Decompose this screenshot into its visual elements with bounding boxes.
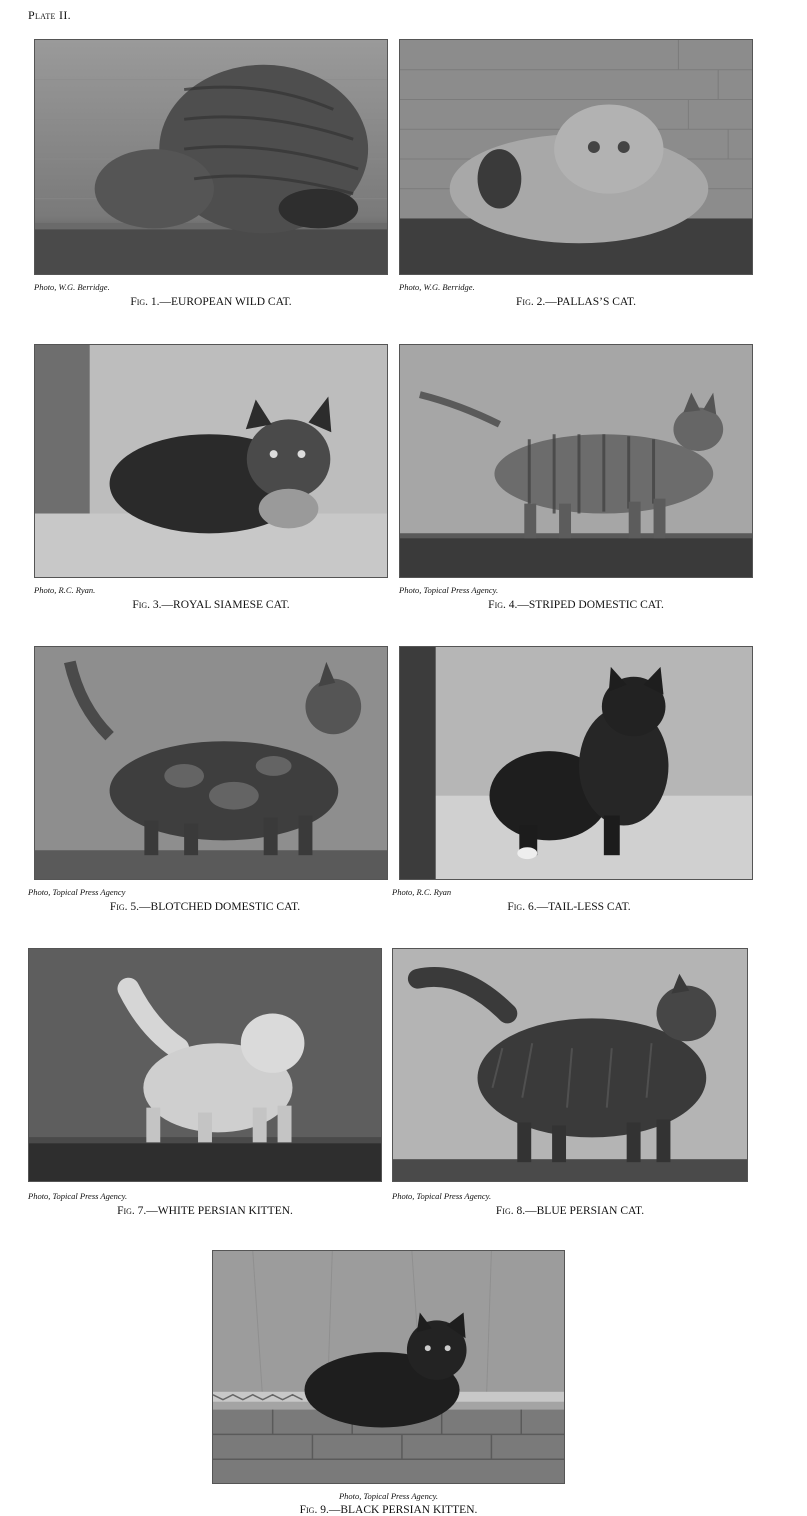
- figure-number: Fig. 1.: [130, 296, 160, 308]
- photo-credit: Photo, W.G. Berridge.: [34, 282, 110, 292]
- figure-number: Fig. 5.: [109, 901, 140, 913]
- photo-credit: Photo, Topical Press Agency: [28, 887, 126, 897]
- figure-caption: [34, 296, 388, 308]
- figure-caption: [399, 296, 753, 308]
- figure-number: Fig. 6.: [507, 901, 537, 913]
- figure-title: —TAIL-LESS CAT.: [536, 901, 631, 913]
- photo-tail-less-cat: [399, 646, 753, 880]
- figure-caption: [28, 1205, 382, 1217]
- figure-title: —PALLAS’S CAT.: [545, 296, 636, 308]
- photo-white-persian-kitten: [28, 948, 382, 1182]
- figure-title: —BLACK PERSIAN KITTEN.: [328, 1504, 478, 1516]
- figure-caption: [34, 599, 388, 611]
- figure-number: Fig. 7.: [117, 1205, 147, 1217]
- figure-caption: [28, 901, 382, 913]
- figure-number: Fig. 9.: [299, 1504, 329, 1516]
- photo-credit: Photo, R.C. Ryan.: [34, 585, 96, 595]
- photo-credit: Photo, W.G. Berridge.: [399, 282, 475, 292]
- figure-caption: [392, 1205, 748, 1217]
- figure-title: —EUROPEAN WILD CAT.: [159, 296, 292, 308]
- photo-credit: Photo, R.C. Ryan: [392, 887, 452, 897]
- photo-blue-persian-cat: [392, 948, 748, 1182]
- photo-black-persian-kitten: [212, 1250, 565, 1484]
- figure-title: —STRIPED DOMESTIC CAT.: [517, 599, 664, 611]
- photo-pallas-cat: [399, 39, 753, 275]
- photo-credit: Photo, Topical Press Agency.: [338, 1491, 439, 1501]
- figure-title: —WHITE PERSIAN KITTEN.: [146, 1205, 293, 1217]
- plate-title: Plate II.: [28, 8, 71, 22]
- photo-credit: Photo, Topical Press Agency.: [28, 1191, 128, 1201]
- figure-caption: [212, 1504, 565, 1516]
- photo-credit: Photo, Topical Press Agency.: [399, 585, 499, 595]
- figure-number: Fig. 4.: [488, 599, 518, 611]
- figure-caption: [392, 901, 746, 913]
- photo-european-wild-cat: [34, 39, 388, 275]
- figure-title: —BLUE PERSIAN CAT.: [525, 1205, 645, 1217]
- figure-number: Fig. 3.: [132, 599, 162, 611]
- photo-blotched-domestic-cat: [34, 646, 388, 880]
- figure-title: —ROYAL SIAMESE CAT.: [161, 599, 290, 611]
- photo-royal-siamese-cat: [34, 344, 388, 578]
- figure-title: —BLOTCHED DOMESTIC CAT.: [139, 901, 301, 913]
- photo-credit: Photo, Topical Press Agency.: [392, 1191, 492, 1201]
- photo-striped-domestic-cat: [399, 344, 753, 578]
- figure-number: Fig. 8.: [495, 1205, 526, 1217]
- figure-caption: [399, 599, 753, 611]
- figure-number: Fig. 2.: [516, 296, 546, 308]
